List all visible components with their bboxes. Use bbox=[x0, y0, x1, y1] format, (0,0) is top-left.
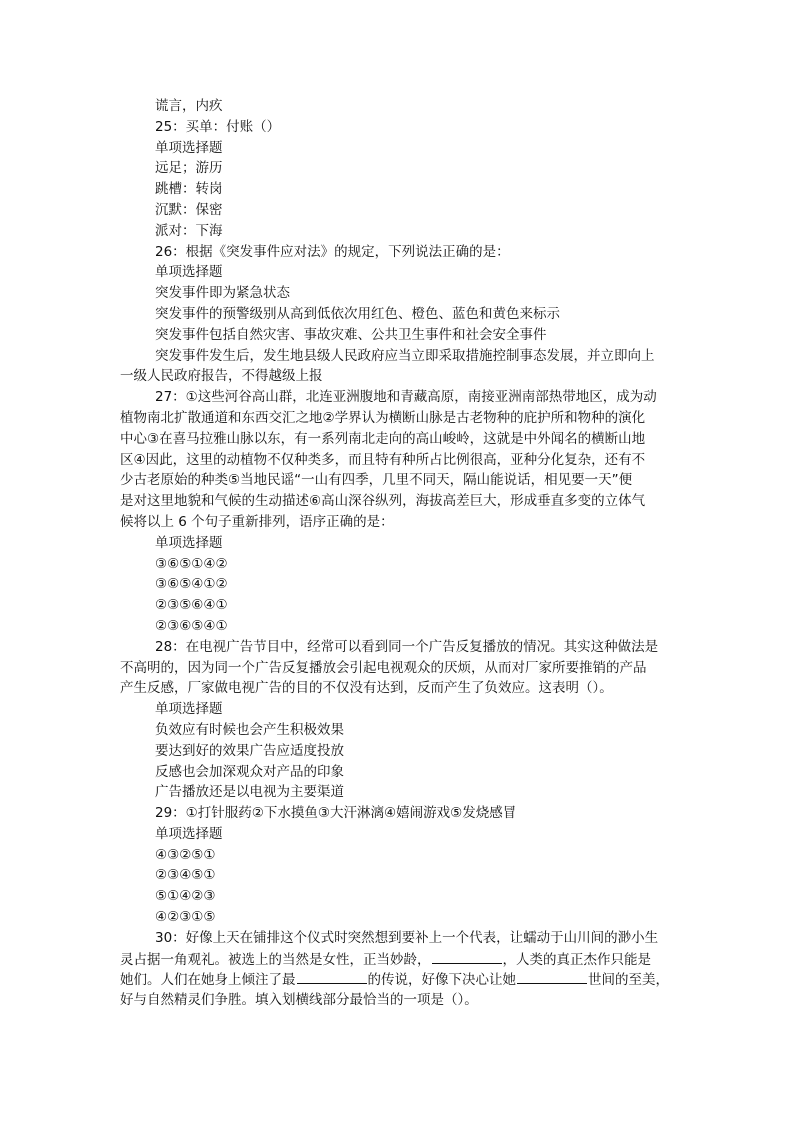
q28-option: 负效应有时候也会产生积极效果 bbox=[155, 721, 344, 738]
q25-option: 跳槽：转岗 bbox=[155, 181, 223, 198]
q27-stem-line: 区④因此，这里的动植物不仅种类多，而且特有种所占比例很高，亚种分化复杂，还有不 bbox=[120, 451, 646, 468]
q30-stem-line-4: 好与自然精灵们争胜。填入划横线部分最恰当的一项是（）。 bbox=[120, 992, 478, 1009]
fill-in-blank-3 bbox=[517, 969, 587, 984]
document-content bbox=[120, 96, 676, 1011]
q26-option-4-line-2: 一级人民政府报告，不得越级上报 bbox=[120, 368, 323, 385]
q27-stem-line: 植物南北扩散通道和东西交汇之地②学界认为横断山脉是古老物种的庇护所和物种的演化 bbox=[120, 409, 646, 426]
q29-option: ④②③①⑤ bbox=[155, 909, 216, 926]
q30-stem-line-1: 30：好像上天在铺排这个仪式时突然想到要补上一个代表，让蠕动于山川间的渺小生 bbox=[155, 929, 659, 946]
q26-option: 突发事件包括自然灾害、事故灾难、公共卫生事件和社会安全事件 bbox=[155, 326, 547, 343]
q30-text: ，人类的真正杰作只能是 bbox=[502, 951, 651, 968]
fill-in-blank-1 bbox=[432, 949, 502, 964]
q30-text: 灵占据一角观礼。被选上的当然是女性，正当妙龄， bbox=[120, 951, 431, 968]
q27-stem-line: 中心③在喜马拉雅山脉以东，有一系列南北走向的高山峻岭，这就是中外闻名的横断山地 bbox=[120, 430, 646, 447]
q30-text: 世间的至美， bbox=[588, 972, 669, 989]
q27-stem-line: 候将以上 6 个句子重新排列，语序正确的是： bbox=[120, 513, 394, 530]
q27-option: ②③⑤⑥④① bbox=[155, 597, 228, 614]
q28-option: 广告播放还是以电视为主要渠道 bbox=[155, 784, 344, 801]
fill-in-blank-2 bbox=[297, 969, 367, 984]
q27-stem-line: 少古老原始的种类⑤当地民谣“一山有四季，几里不同天，隔山能说话，相见要一天”便 bbox=[120, 472, 633, 489]
q28-option: 要达到好的效果广告应适度投放 bbox=[155, 742, 344, 759]
q25-option: 沉默：保密 bbox=[155, 201, 223, 218]
q26-option: 突发事件即为紧急状态 bbox=[155, 285, 290, 302]
q27-option: ③⑥⑤④①② bbox=[155, 576, 228, 593]
q30-stem-line-2 bbox=[120, 949, 676, 970]
q28-stem-line: 28：在电视广告节目中，经常可以看到同一个广告反复播放的情况。其实这种做法是 bbox=[155, 638, 659, 655]
q25-option: 远足；游历 bbox=[155, 160, 223, 177]
q30-stem-line-3 bbox=[120, 969, 676, 990]
q25-option: 派对：下海 bbox=[155, 222, 223, 239]
q26-stem: 26：根据《突发事件应对法》的规定，下列说法正确的是： bbox=[155, 243, 510, 260]
q28-type: 单项选择题 bbox=[155, 701, 223, 718]
q28-stem-line: 不高明的，因为同一个广告反复播放会引起电视观众的厌烦，从而对厂家所要推销的产品 bbox=[120, 659, 647, 676]
q27-type: 单项选择题 bbox=[155, 534, 223, 551]
q25-type: 单项选择题 bbox=[155, 139, 223, 156]
q29-option: ⑤①④②③ bbox=[155, 888, 216, 905]
q29-option: ④③②⑤① bbox=[155, 846, 216, 863]
q27-option: ②③⑥⑤④① bbox=[155, 617, 228, 634]
q27-stem-line: 是对这里地貌和气候的生动描述⑥高山深谷纵列，海拔高差巨大，形成垂直多变的立体气 bbox=[120, 493, 646, 510]
q26-type: 单项选择题 bbox=[155, 264, 223, 281]
q24-option-tail: 谎言，内疚 bbox=[155, 98, 223, 114]
q27-option: ③⑥⑤①④② bbox=[155, 555, 228, 572]
q29-stem: 29：①打针服药②下水摸鱼③大汗淋漓④嬉闹游戏⑤发烧感冒 bbox=[155, 805, 517, 822]
q29-type: 单项选择题 bbox=[155, 825, 223, 842]
q26-option: 突发事件的预警级别从高到低依次用红色、橙色、蓝色和黄色来标示 bbox=[155, 305, 560, 322]
q28-stem-line: 产生反感，厂家做电视广告的目的不仅没有达到，反而产生了负效应。这表明（）。 bbox=[120, 680, 613, 697]
q25-stem: 25：买单：付账（） bbox=[155, 118, 281, 135]
q26-option-4-line-1: 突发事件发生后，发生地县级人民政府应当立即采取措施控制事态发展，并立即向上 bbox=[155, 347, 655, 364]
q28-option: 反感也会加深观众对产品的印象 bbox=[155, 763, 344, 780]
q27-stem-line: 27：①这些河谷高山群，北连亚洲腹地和青藏高原，南接亚洲南部热带地区，成为动 bbox=[155, 389, 657, 406]
q30-text: 她们。人们在她身上倾注了最 bbox=[120, 972, 296, 989]
q30-text: 的传说，好像下决心让她 bbox=[367, 972, 516, 989]
q29-option: ②③④⑤① bbox=[155, 867, 216, 884]
